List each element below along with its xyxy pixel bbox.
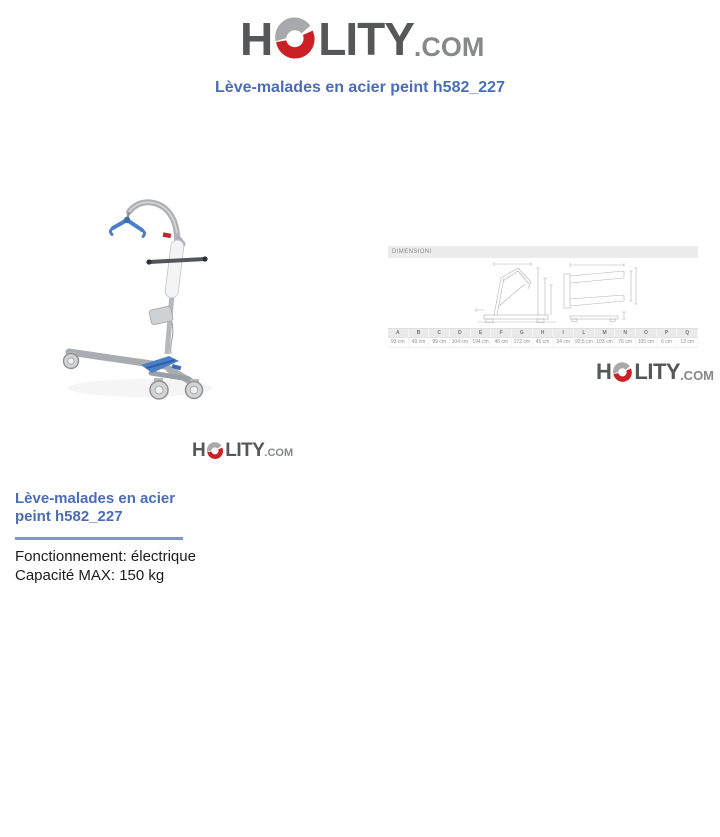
dimension-column-label: A <box>388 329 409 337</box>
dimension-column-label: L <box>574 329 595 337</box>
holity-logo-dimensions[interactable] <box>596 361 714 383</box>
dimension-value: 104 cm <box>450 338 471 347</box>
lift-boom <box>129 202 177 236</box>
details-divider <box>15 537 183 540</box>
dimension-column-label: M <box>595 329 616 337</box>
holity-logo-main[interactable] <box>240 13 485 65</box>
lift-handle <box>149 259 205 262</box>
dimension-value: 93 cm <box>388 338 409 347</box>
dimension-column-label: H <box>533 329 554 337</box>
logo-text-h: H <box>240 13 273 65</box>
dimension-value: 103 cm <box>595 338 616 347</box>
logo-text-lity: LITY <box>225 440 265 461</box>
logo-text-lity: LITY <box>318 13 414 65</box>
dimensions-table-header-row <box>388 328 698 338</box>
dimension-value: 13 cm <box>677 338 698 347</box>
logo-text-com: .COM <box>413 32 485 62</box>
logo-text-lity: LITY <box>634 359 681 384</box>
logo-text-com: .COM <box>680 368 715 383</box>
product-details <box>15 490 205 585</box>
dimension-column-label: N <box>615 329 636 337</box>
lift-actuator <box>165 239 185 298</box>
spec-line: Capacité MAX: 150 kg <box>15 567 165 584</box>
dimension-column-label: I <box>553 329 574 337</box>
product-details-title: Lève-malades en acier peint h582_227 <box>15 490 176 525</box>
dimension-column-label: B <box>409 329 430 337</box>
holity-o-icon <box>206 442 224 460</box>
logo-text-h: H <box>192 440 206 461</box>
dimensions-table <box>388 328 698 348</box>
logo-text-h: H <box>596 359 612 384</box>
logo-text-com: .COM <box>264 447 294 459</box>
page-title: Lève-malades en acier peint h582_227 <box>215 79 505 96</box>
dimension-column-label: D <box>450 329 471 337</box>
dimension-value: 34 cm <box>553 338 574 347</box>
dimension-value: 45 cm <box>533 338 554 347</box>
dimension-value: 105 cm <box>636 338 657 347</box>
dimensions-panel <box>388 246 698 348</box>
dimensions-table-values-row <box>388 338 698 348</box>
lift-red-clamp <box>163 232 172 238</box>
dimension-value: 46 cm <box>491 338 512 347</box>
dimension-column-label: E <box>471 329 492 337</box>
dimension-column-label: G <box>512 329 533 337</box>
dimension-value: 93,5 cm <box>574 339 593 345</box>
holity-o-icon <box>612 362 633 383</box>
product-specs <box>15 547 205 585</box>
dimensions-drawing <box>388 258 698 328</box>
dimension-column-label: O <box>636 329 657 337</box>
dimension-column-label: P <box>657 329 678 337</box>
dimension-value: 49 cm <box>409 338 430 347</box>
dimension-value: 194 cm <box>471 338 492 347</box>
dimension-value: 172 cm <box>512 338 533 347</box>
dimension-value: 99 cm <box>429 338 450 347</box>
dimension-column-label: C <box>429 329 450 337</box>
dimension-value: 76 cm <box>615 338 636 347</box>
dimensions-header: DIMENSIONI <box>388 246 698 258</box>
dimension-value: 6 cm <box>657 338 678 347</box>
dimension-column-label: F <box>491 329 512 337</box>
product-image-patient-lift[interactable] <box>55 182 230 408</box>
holity-logo-product[interactable] <box>192 441 293 460</box>
spec-line: Fonctionnement: électrique <box>15 548 196 565</box>
holity-o-icon <box>273 17 317 61</box>
dimension-column-label: Q <box>677 329 698 337</box>
dimensions-technical-drawing-icon <box>388 258 698 328</box>
